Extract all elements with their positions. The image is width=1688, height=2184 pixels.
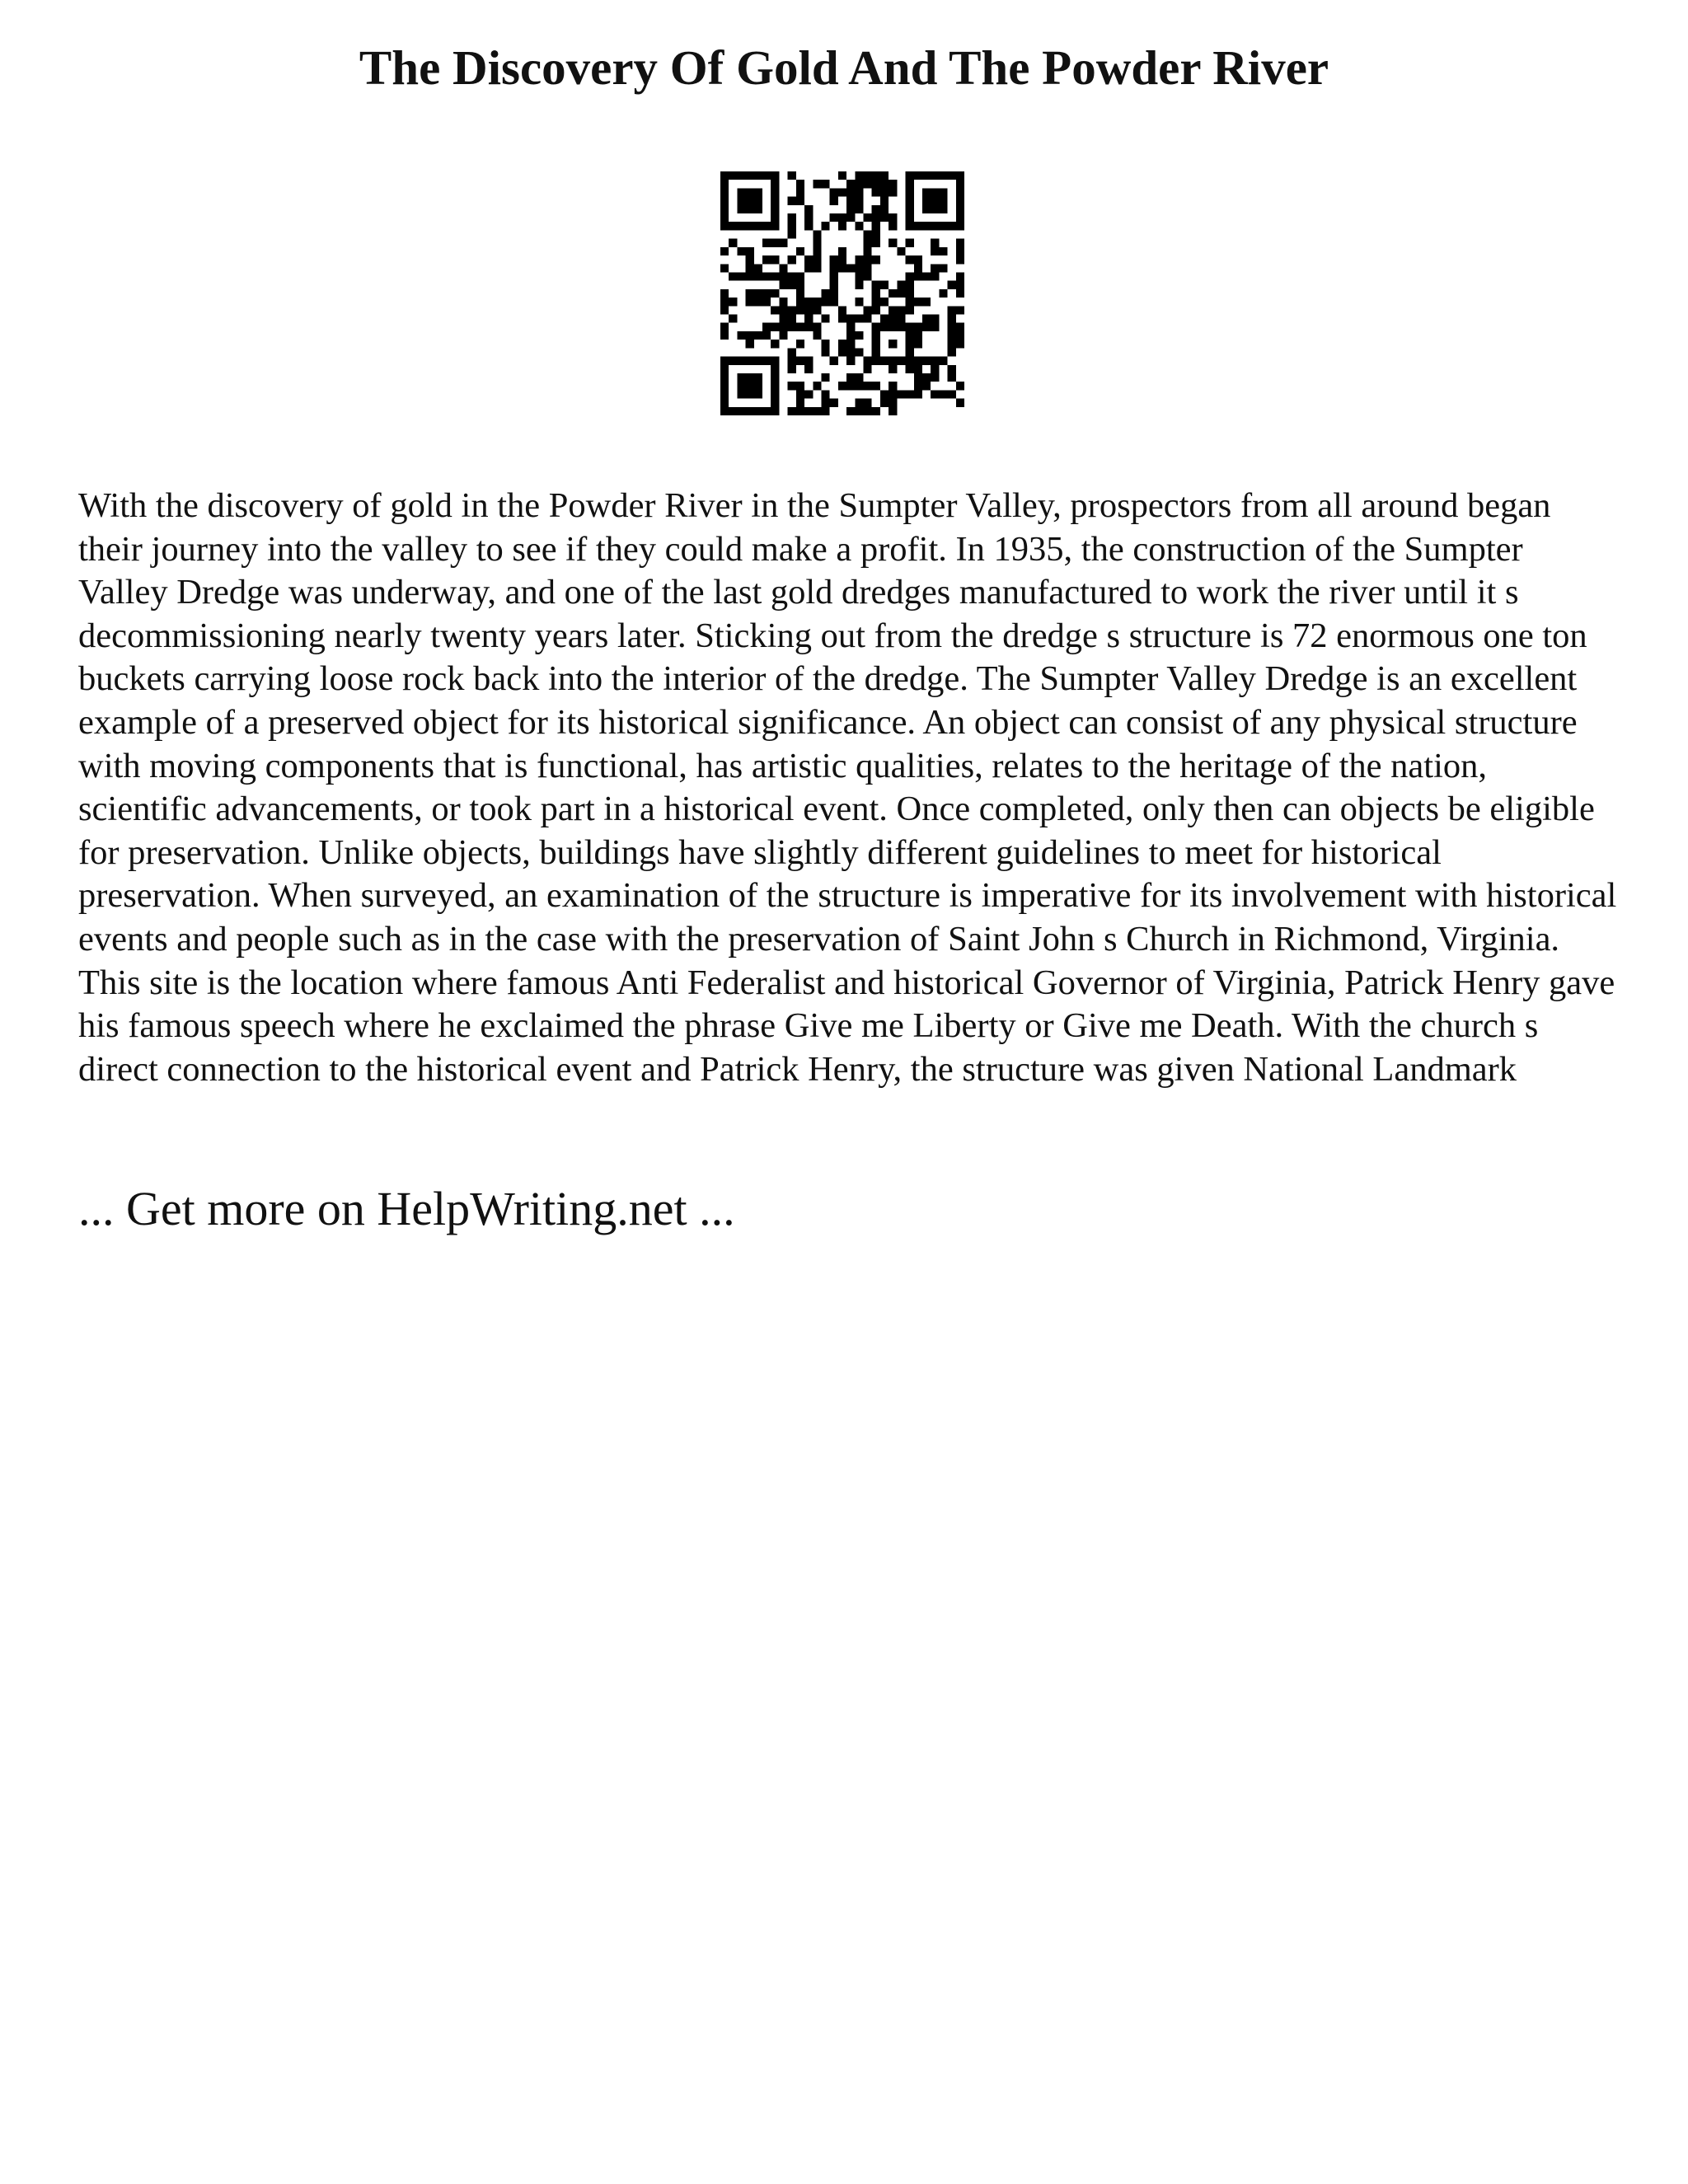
get-more-link[interactable]: ... Get more on HelpWriting.net ... — [78, 1182, 735, 1235]
page-title: The Discovery Of Gold And The Powder River — [359, 40, 1329, 95]
qr-code-icon — [720, 171, 964, 415]
body-paragraph: With the discovery of gold in the Powder River in the Sumpter Valley, prospectors from all around began their journey into the valley to see if they could make a profit. In 1935, the construction of the Sumpter Valley Dredge was underway, and one of the last gold dredges manufactured to work the river until it s decommissioning nearly twenty years later. Sticking out from the dredge s structure is 72 enormous one ton buckets carrying loose rock back into the interior of the dredge. The Sumpter Valley Dredge is an excellent example of a preserved object for its historical significance. An object can consist of any physical structure with moving components that is functional, has artistic qualities, relates to the heritage of the nation, scientific advancements, or took part in a historical event. Once completed, only then can objects be eligible for preservation. Unlike objects, buildings have slightly different guidelines to meet for historical preservation. When surveyed, an examination of the structure is imperative for its involvement with historical events and people such as in the case with the preservation of Saint John s Church in Richmond, Virginia. This site is the location where famous Anti Federalist and historical Governor of Virginia, Patrick Henry gave his famous speech where he exclaimed the phrase Give me Liberty or Give me Death. With the church s direct connection to the historical event and Patrick Henry, the structure was given National Landmark — [78, 486, 1617, 1089]
qr-code — [720, 171, 964, 415]
